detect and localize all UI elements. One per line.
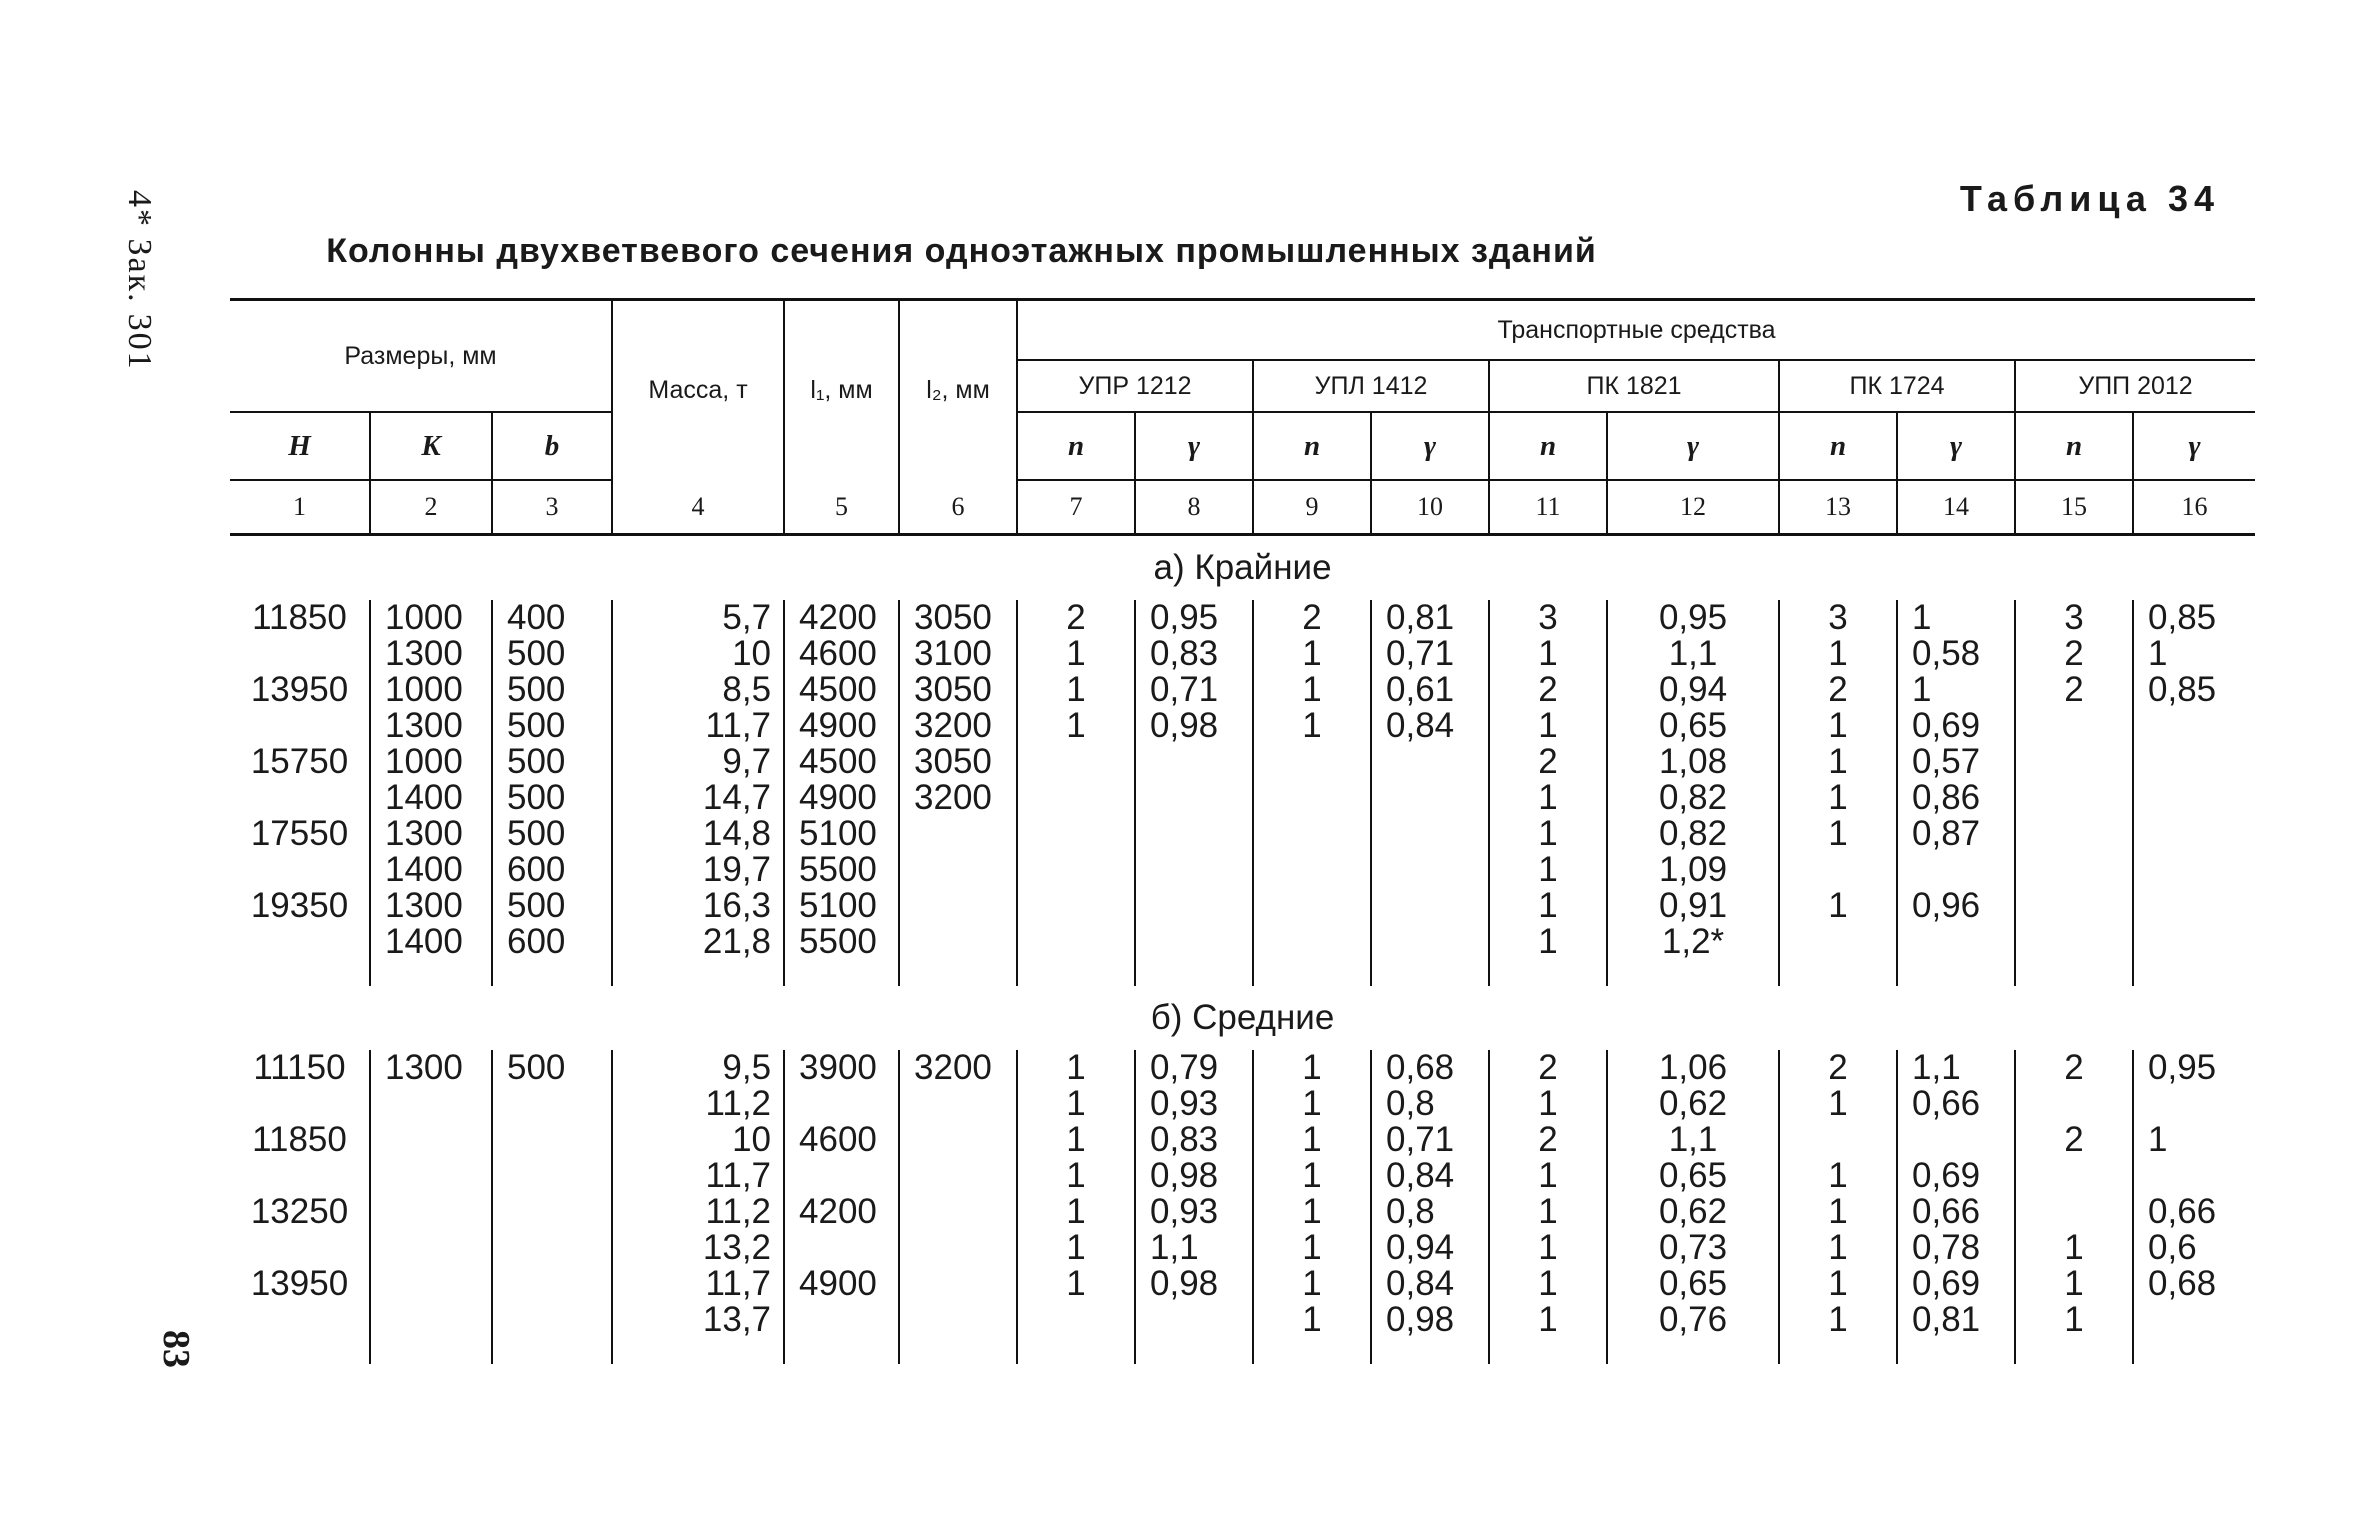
header-sizes: Размеры, мм bbox=[230, 300, 612, 413]
header-K: K bbox=[370, 412, 492, 480]
columns-table bbox=[230, 298, 2255, 1364]
table-cell: 3 2 2 bbox=[2015, 600, 2133, 986]
table-cell: 0,95 1 0,66 0,6 0,68 bbox=[2133, 1050, 2255, 1364]
table-cell: 0,85 1 0,85 bbox=[2133, 600, 2255, 986]
section-title: б) Средние bbox=[1150, 998, 1335, 1037]
table-title: Колонны двухветвевого сечения одноэтажных промышленных зданий bbox=[326, 232, 1597, 270]
column-number: 1 bbox=[230, 480, 370, 535]
table-cell: 1300 bbox=[370, 1050, 492, 1364]
table-cell: 3900 4600 4200 4900 bbox=[784, 1050, 899, 1364]
table-cell: 0,95 0,83 0,71 0,98 bbox=[1135, 600, 1253, 986]
header-n: n bbox=[1779, 412, 1897, 480]
header-vehicle-pk1821: ПК 1821 bbox=[1489, 360, 1779, 412]
table-body bbox=[230, 535, 2255, 1365]
table-cell: 2 1 1 1 1 1 1 bbox=[1779, 1050, 1897, 1364]
header-mass: Масса, т bbox=[612, 300, 784, 481]
table-cell: 2 1 2 1 1 1 1 1 bbox=[1489, 1050, 1607, 1364]
table-cell: 1 0,58 1 0,69 0,57 0,86 0,87 0,96 bbox=[1897, 600, 2015, 986]
table-cell: 11850 13950 15750 17550 19350 bbox=[250, 598, 349, 925]
section-data-row bbox=[230, 1050, 2255, 1364]
header-H: H bbox=[230, 412, 370, 480]
column-number: 10 bbox=[1371, 480, 1489, 535]
header-n: n bbox=[1253, 412, 1371, 480]
header-gamma: γ bbox=[2133, 412, 2255, 480]
column-number: 6 bbox=[899, 480, 1017, 535]
column-number: 11 bbox=[1489, 480, 1607, 535]
table-cell: 4200 4600 4500 4900 4500 4900 5100 5500 5100 5500 bbox=[784, 600, 899, 986]
section-header-row bbox=[230, 986, 2255, 1050]
column-number: 16 bbox=[2133, 480, 2255, 535]
table-cell: 9,5 11,2 10 11,7 11,2 13,2 11,7 13,7 bbox=[612, 1050, 784, 1364]
table-cell: 1 1 1 1 1 1 1 1 bbox=[1253, 1050, 1371, 1364]
table-cell: 3 1 2 1 1 1 1 1 bbox=[1779, 600, 1897, 986]
table-cell: 3 1 2 1 2 1 1 1 1 1 bbox=[1489, 600, 1607, 986]
column-number: 9 bbox=[1253, 480, 1371, 535]
column-number: 8 bbox=[1135, 480, 1253, 535]
column-number: 3 bbox=[492, 480, 612, 535]
header-gamma: γ bbox=[1607, 412, 1779, 480]
header-gamma: γ bbox=[1897, 412, 2015, 480]
header-gamma: γ bbox=[1371, 412, 1489, 480]
column-number: 15 bbox=[2015, 480, 2133, 535]
header-vehicle-upl: УПЛ 1412 bbox=[1253, 360, 1489, 412]
table-cell: 2 1 1 1 bbox=[1253, 600, 1371, 986]
table-cell: 500 bbox=[492, 1050, 612, 1364]
table-cell: 400 500 500 500 500 500 500 600 500 600 bbox=[492, 600, 612, 986]
table-cell: 1,06 0,62 1,1 0,65 0,62 0,73 0,65 0,76 bbox=[1607, 1050, 1779, 1364]
column-number: 4 bbox=[612, 480, 784, 535]
column-number: 5 bbox=[784, 480, 899, 535]
page-number: 83 bbox=[155, 1330, 197, 1368]
section-data-row bbox=[230, 600, 2255, 986]
header-l2: l₂, мм bbox=[899, 300, 1017, 481]
column-number: 14 bbox=[1897, 480, 2015, 535]
table-cell: 2 1 1 1 bbox=[1017, 600, 1135, 986]
table-cell: 3050 3100 3050 3200 3050 3200 bbox=[899, 600, 1017, 986]
header-l1: l₁, мм bbox=[784, 300, 899, 481]
header-vehicle-pk1724: ПК 1724 bbox=[1779, 360, 2015, 412]
header-n: n bbox=[2015, 412, 2133, 480]
table-title-wrap bbox=[0, 232, 2363, 271]
column-number: 12 bbox=[1607, 480, 1779, 535]
column-number: 7 bbox=[1017, 480, 1135, 535]
table-cell: 1 1 1 1 1 1 1 bbox=[1017, 1050, 1135, 1364]
column-number: 2 bbox=[370, 480, 492, 535]
column-number-row bbox=[230, 480, 2255, 535]
header-transport: Транспортные средства bbox=[1017, 300, 2255, 361]
table-cell: 1000 1300 1000 1300 1000 1400 1300 1400 1300 1400 bbox=[370, 600, 492, 986]
section-header-row bbox=[230, 535, 2255, 601]
table-cell: 3200 bbox=[899, 1050, 1017, 1364]
table-cell: 5,7 10 8,5 11,7 9,7 14,7 14,8 19,7 16,3 21,8 bbox=[612, 600, 784, 986]
order-label: 4* Зак. bbox=[121, 190, 158, 304]
table-label: Таблица 34 bbox=[1959, 178, 2220, 219]
table-cell: 0,81 0,71 0,61 0,84 bbox=[1371, 600, 1489, 986]
header-b: b bbox=[492, 412, 612, 480]
margin-order-note bbox=[120, 190, 158, 371]
header-n: n bbox=[1489, 412, 1607, 480]
table-cell: 0,68 0,8 0,71 0,84 0,8 0,94 0,84 0,98 bbox=[1371, 1050, 1489, 1364]
table-cell: 0,95 1,1 0,94 0,65 1,08 0,82 0,82 1,09 0,91 1,2* bbox=[1607, 600, 1779, 986]
table-cell: 2 2 1 1 1 bbox=[2015, 1050, 2133, 1364]
table-cell: 11150 11850 13250 13950 bbox=[250, 1048, 349, 1303]
header-vehicle-upr: УПР 1212 bbox=[1017, 360, 1253, 412]
header-vehicle-upp: УПП 2012 bbox=[2015, 360, 2255, 412]
section-title: а) Крайние bbox=[1153, 548, 1332, 587]
table-cell: 0,79 0,93 0,83 0,98 0,93 1,1 0,98 bbox=[1135, 1050, 1253, 1364]
header-gamma: γ bbox=[1135, 412, 1253, 480]
column-number: 13 bbox=[1779, 480, 1897, 535]
order-number: 301 bbox=[121, 313, 158, 371]
table-cell: 1,1 0,66 0,69 0,66 0,78 0,69 0,81 bbox=[1897, 1050, 2015, 1364]
header-n: n bbox=[1017, 412, 1135, 480]
